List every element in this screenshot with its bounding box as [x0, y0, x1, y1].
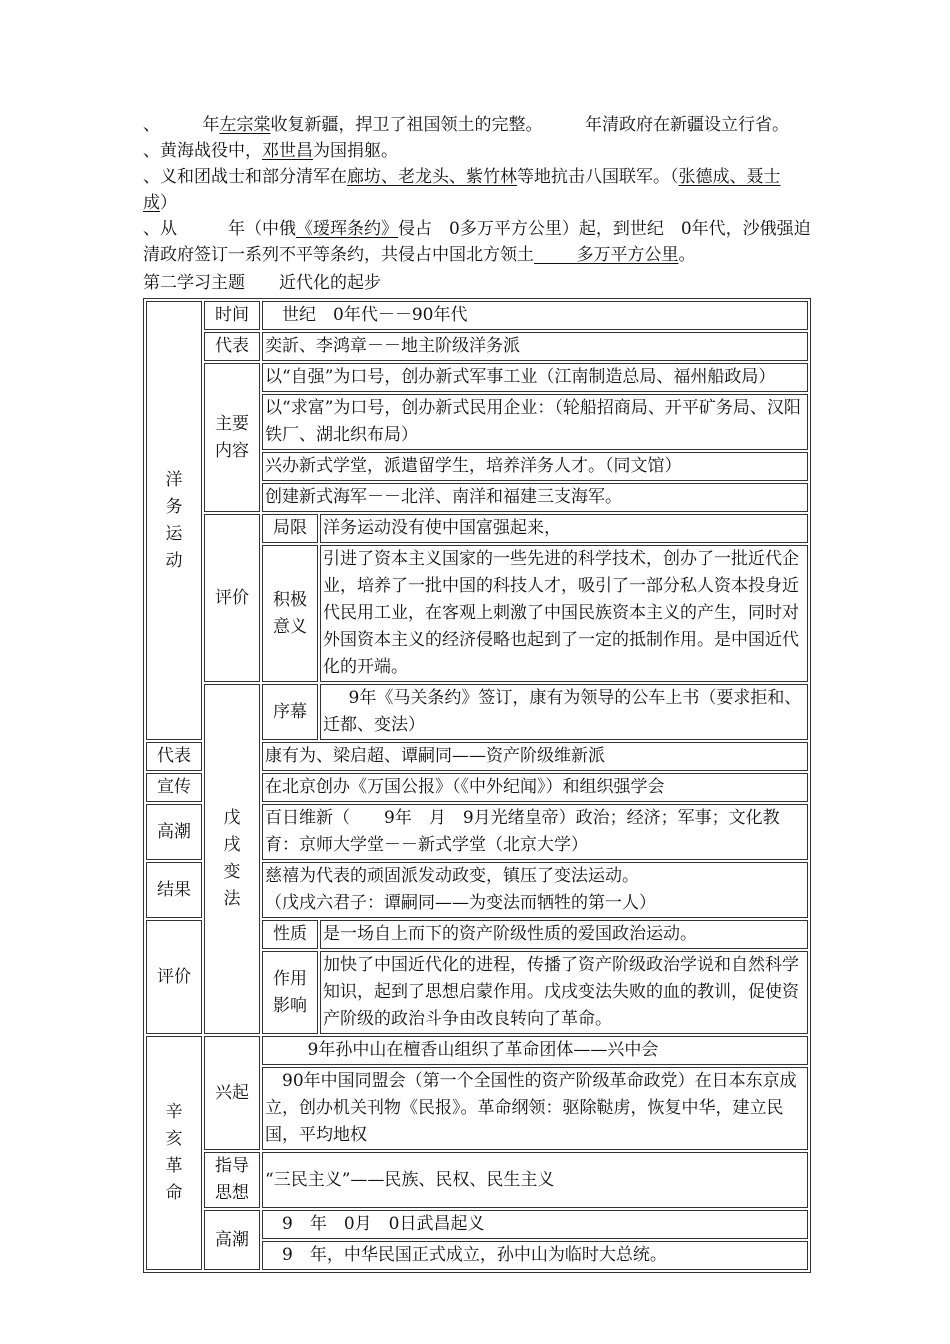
text: 、黄海战役中，: [143, 141, 262, 161]
row-label: 评价: [204, 514, 260, 682]
underlined-text: 《瑷珲条约》: [296, 219, 398, 239]
eval-sub-label: [262, 545, 318, 682]
text: 作用影响: [273, 968, 307, 1016]
text: 慈禧为代表的顽固派发动政变，镇压了变法运动。: [265, 866, 639, 886]
section-yangwu: [146, 301, 202, 740]
row-label: 宣传: [146, 773, 202, 802]
row-label: [204, 1152, 260, 1208]
section-title: 戊戌变法: [223, 808, 241, 909]
eval-value: 引进了资本主义国家的一些先进的科学技术，创办了一批近代企业，培养了一批中国的科技人才，吸引了一部分私人资本投身近代民用工业，在客观上刺激了中国民族资本主义的产生，同时对外国资本主义的经济侵略也起到了一定的抵制作用。是中国近代化的开端。: [320, 545, 808, 682]
text: 90年中国同盟会（第一个全国性的资产阶级革命政党）在日本东京成立，创办机关刊物《民报》。革命纲领：驱除鞑虏，恢复中华，建立民国，平均地权: [265, 1071, 797, 1145]
text: ）: [160, 193, 177, 213]
text: 指导思想: [215, 1156, 249, 1203]
row-label: 高潮: [204, 1210, 260, 1270]
intro-paragraph-1: [143, 112, 811, 138]
text: 积极意义: [273, 589, 307, 637]
content-item: 以“自强”为口号，创办新式军事工业（江南制造总局、福州船政局）: [262, 363, 808, 392]
row-value: 康有为、梁启超、谭嗣同——资产阶级维新派: [262, 742, 808, 771]
eval-sub-label: 局限: [262, 514, 318, 543]
text: （戊戌六君子：谭嗣同——为变法而牺牲的第一人）: [265, 893, 656, 913]
row-value: [262, 1036, 808, 1065]
row-label: 评价: [146, 920, 202, 1034]
text: 、义和团战士和部分清军在: [143, 167, 347, 187]
text: 收复新疆，捍卫了祖国领土的完整。: [270, 115, 543, 135]
text: 年: [202, 115, 220, 135]
text: 年清政府在新疆设立行省。: [585, 115, 789, 135]
text: 主要内容: [215, 413, 249, 461]
row-value: [262, 1067, 808, 1150]
eval-sub-label: 性质: [262, 920, 318, 949]
text: 。: [678, 245, 696, 265]
content-item: 以“求富”为口号，创办新式民用企业：（轮船招商局、开平矿务局、汉阳铁厂、湖北织布局）: [262, 394, 808, 450]
row-label: 时间: [204, 301, 260, 330]
text: 年（中俄: [228, 219, 296, 239]
history-table: [143, 298, 811, 1273]
text: 世纪 0年代－－90年代: [282, 305, 468, 325]
text: 9 年 0月 0日武昌起义: [282, 1214, 485, 1234]
underlined-text: 张德成、聂士成: [143, 167, 781, 213]
row-value: [262, 1210, 808, 1239]
row-label: 兴起: [204, 1036, 260, 1150]
row-value: [262, 301, 808, 330]
text: 、从: [143, 219, 177, 239]
underlined-text: [534, 245, 679, 265]
row-label: 序幕: [262, 684, 318, 740]
row-value: 奕訢、李鸿章－－地主阶级洋务派: [262, 332, 808, 361]
section-title: 辛亥革命: [165, 1102, 183, 1203]
row-value: [320, 684, 808, 740]
document-page: [143, 112, 811, 1273]
section-wuxu: [204, 684, 260, 1034]
section-heading: 第二学习主题 近代化的起步: [143, 273, 381, 293]
intro-paragraph-3: [143, 164, 811, 216]
text: 0多万平方公里）起，到世纪: [449, 219, 664, 239]
intro-paragraph-4: [143, 216, 811, 268]
row-label: 结果: [146, 862, 202, 918]
row-label: 代表: [204, 332, 260, 361]
eval-value: 是一场自上而下的资产阶级性质的爱国政治运动。: [320, 920, 808, 949]
row-label: 高潮: [146, 804, 202, 860]
text: 侵占: [398, 219, 432, 239]
section-xinhai: [146, 1036, 202, 1270]
underlined-text: 邓世昌: [262, 141, 313, 161]
underlined-text: 左宗棠: [219, 115, 271, 135]
intro-paragraph-2: [143, 138, 811, 164]
text: 9 年，中华民国正式成立，孙中山为临时大总统。: [282, 1245, 667, 1265]
eval-value: 加快了中国近代化的进程，传播了资产阶级政治学说和自然科学知识，起到了思想启蒙作用。戊戌变法失败的血的教训，促使资产阶级的政治斗争由改良转向了革命。: [320, 951, 808, 1034]
row-label: [204, 363, 260, 512]
row-label: 代表: [146, 742, 202, 771]
eval-sub-label: [262, 951, 318, 1034]
content-item: 创建新式海军－－北洋、南洋和福建三支海军。: [262, 483, 808, 512]
text: 、: [143, 115, 160, 135]
section-title: 洋务运动: [165, 469, 183, 571]
text: 9年孙中山在檀香山组织了革命团体——兴中会: [307, 1040, 659, 1060]
row-value: 在北京创办《万国公报》（《中外纪闻》）和组织强学会: [262, 773, 808, 802]
row-value: [262, 1241, 808, 1270]
row-value: “三民主义”——民族、民权、民生主义: [262, 1152, 808, 1208]
underlined-text: 廊坊、老龙头、紫竹林: [347, 167, 517, 187]
row-value: 百日维新（ 9年 月 9月光绪皇帝）政治；经济；军事；文化教育：京师大学堂－－新式学堂（北京大学）: [262, 804, 808, 860]
text: 多万平方公里: [576, 245, 679, 265]
text: 0年代，沙俄强迫清政府签订一系列不平等条约，共侵占中国北方领土: [143, 219, 811, 265]
eval-value: 洋务运动没有使中国富强起来，: [320, 514, 808, 543]
text: 等地抗击八国联军。（: [517, 167, 679, 187]
text: 为国捐躯。: [313, 141, 398, 161]
text: 9年《马关条约》签订，康有为领导的公车上书（要求拒和、迁都、变法）: [323, 688, 802, 735]
row-value: [262, 862, 808, 918]
content-item: 兴办新式学堂，派遣留学生，培养洋务人才。（同文馆）: [262, 452, 808, 481]
